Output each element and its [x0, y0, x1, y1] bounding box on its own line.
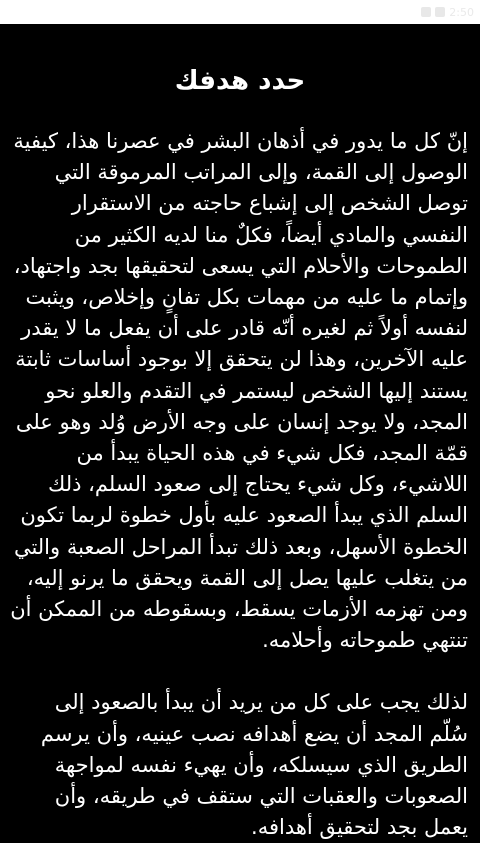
signal-icon — [421, 7, 431, 17]
status-icons — [421, 2, 474, 22]
article-paragraph: إنّ كل ما يدور في أذهان البشر في عصرنا هذا، كيفية الوصول إلى القمة، وإلى المراتب المرموقة التي توصل الشخص إلى إشباع حاجته من الاستقرار النفسي والمادي أيضاً، فكلٌ منا لديه الكثير من الطموحات والأحلام التي يسعى لتحقيقها بجد واجتهاد، وإتمام ما عليه من مهمات بكل تفانٍ وإخلاص، ويثبت لنفسه أولاً ثم لغيره أنّه قادر على أن يفعل ما لا يقدر عليه الآخرين، وهذا لن يتحقق إلا بوجود أساسات ثابتة يستند إليها الشخص ليستمر في التقدم والعلو نحو المجد، ولا يوجد إنسان على وجه الأرض وُلد وهو على قمّة المجد، فكل شيء في هذه الحياة يبدأ من اللاشيء، وكل شيء يحتاج إلى صعود السلم، ذلك السلم الذي يبدأ الصعود عليه بأول خطوة لربما تكون الخطوة الأسهل، وبعد ذلك تبدأ المراحل الصعبة والتي من يتغلب عليها يصل إلى القمة ويحقق ما يرنو إليه، ومن تهزمه الأزمات يسقط، وبسقوطه من الممكن أن تنتهي طموحاته وأحلامه. — [10, 129, 468, 653]
status-time: 2:50 — [449, 5, 474, 19]
article-body — [10, 126, 468, 843]
battery-icon — [435, 7, 445, 17]
article-title: حدد هدفك — [174, 66, 306, 96]
article-view[interactable] — [0, 24, 480, 840]
status-bar — [0, 0, 480, 24]
article-paragraph: لذلك يجب على كل من يريد أن يبدأ بالصعود إلى سُلّم المجد أن يضع أهدافه نصب عينيه، وأن يرسم الطريق الذي سيسلكه، وأن يهيء نفسه لمواجهة الصعوبات والعقبات التي ستقف في طريقه، وأن يعمل بجد لتحقيق أهدافه. — [40, 690, 468, 840]
